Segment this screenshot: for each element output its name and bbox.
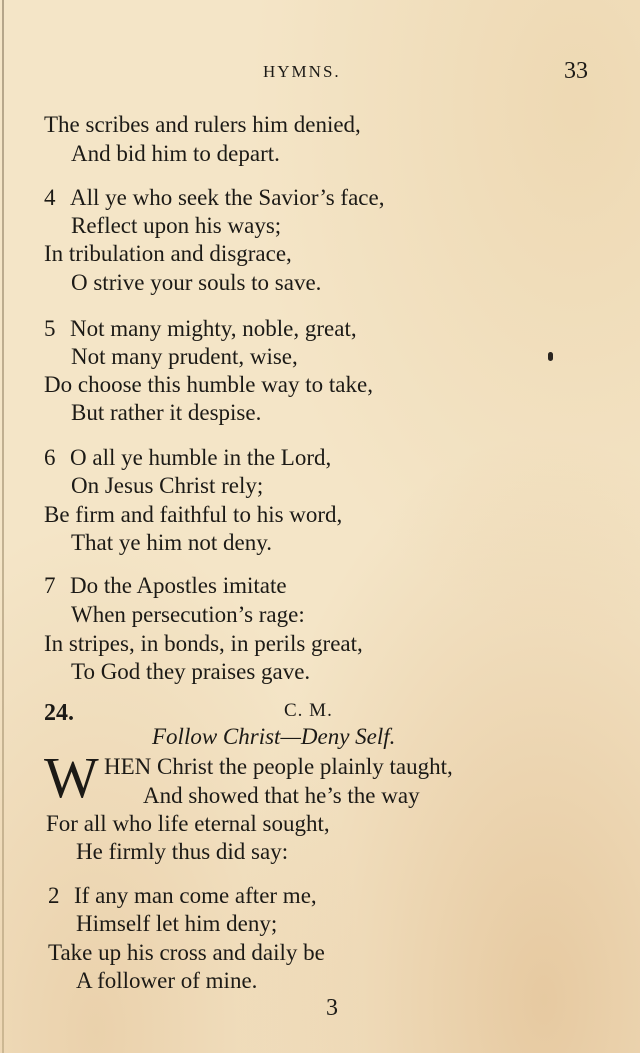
verse-line: But rather it despise. bbox=[71, 400, 262, 425]
ink-speck bbox=[548, 352, 553, 361]
verse-line: A follower of mine. bbox=[76, 968, 258, 993]
page-header bbox=[0, 58, 640, 88]
verse-number: 4 bbox=[44, 185, 56, 210]
hymn-number: 24. bbox=[44, 700, 74, 726]
verse-line: He firmly thus did say: bbox=[76, 839, 289, 864]
verse-line: And bid him to depart. bbox=[71, 141, 280, 166]
verse-line: Not many prudent, wise, bbox=[71, 344, 298, 369]
hymn-title: Follow Christ—Deny Self. bbox=[152, 724, 396, 749]
running-head: HYMNS. bbox=[263, 62, 341, 81]
verse-4-line-1: 4 All ye who seek the Savior’s face, bbox=[44, 185, 385, 210]
verse-7-line-1: 7 Do the Apostles imitate bbox=[44, 573, 287, 598]
verse-number: 7 bbox=[44, 573, 56, 598]
signature-mark: 3 bbox=[326, 995, 338, 1021]
verse-line: For all who life eternal sought, bbox=[46, 811, 330, 836]
verse-line: Take up his cross and daily be bbox=[48, 940, 325, 965]
verse-6-line-1: 6 O all ye humble in the Lord, bbox=[44, 445, 332, 470]
drop-cap: W bbox=[44, 745, 99, 810]
verse-line: When persecution’s rage: bbox=[71, 602, 305, 627]
verse-line: Be firm and faithful to his word, bbox=[44, 502, 343, 527]
verse-line: Do choose this humble way to take, bbox=[44, 372, 373, 397]
verse-line: In tribulation and disgrace, bbox=[44, 241, 292, 266]
verse-line: And showed that he’s the way bbox=[143, 783, 420, 808]
hymn-meter: C. M. bbox=[284, 700, 333, 721]
verse-line: To God they praises gave. bbox=[71, 659, 311, 684]
page-number: 33 bbox=[564, 58, 588, 84]
verse-line: Reflect upon his ways; bbox=[71, 213, 282, 238]
verse-5-line-1: 5 Not many mighty, noble, great, bbox=[44, 316, 357, 341]
verse-number: 6 bbox=[44, 445, 56, 470]
verse-line: That ye him not deny. bbox=[71, 530, 272, 555]
verse-2-line-1: 2 If any man come after me, bbox=[48, 883, 317, 908]
verse-line: In stripes, in bonds, in perils great, bbox=[44, 631, 363, 656]
verse-line: HEN Christ the people plainly taught, bbox=[104, 754, 453, 779]
verse-number: 5 bbox=[44, 316, 56, 341]
page-edge bbox=[2, 0, 4, 1053]
verse-line: O strive your souls to save. bbox=[71, 270, 322, 295]
verse-line: The scribes and rulers him denied, bbox=[44, 112, 361, 137]
verse-line: On Jesus Christ rely; bbox=[71, 473, 264, 498]
verse-number: 2 bbox=[48, 883, 60, 908]
verse-line: Himself let him deny; bbox=[76, 911, 278, 936]
